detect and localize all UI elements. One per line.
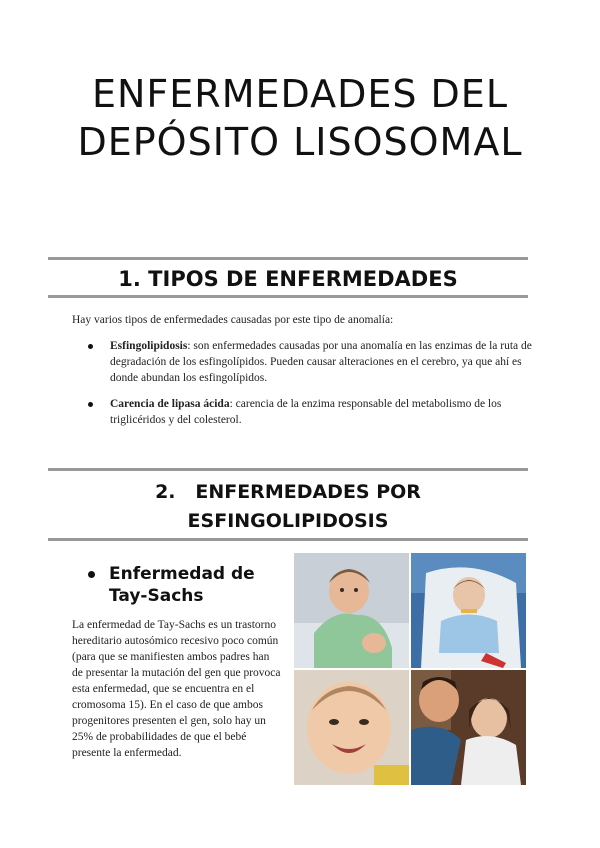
photo-child-hospital-bed — [411, 553, 526, 668]
list-item-text: : carencia de la enzima responsable del metabolismo de los triglicéridos y del colesterol. — [110, 398, 502, 426]
photo-smiling-baby — [294, 670, 409, 785]
section1-top-rule — [48, 257, 528, 260]
document-title — [0, 70, 600, 166]
photo-man-with-child — [411, 670, 526, 785]
section1-bottom-rule — [48, 295, 528, 298]
tay-sachs-heading-label: Enfermedad de Tay-Sachs — [109, 564, 255, 606]
list-item — [72, 396, 532, 428]
tay-sachs-heading — [88, 563, 259, 607]
title-line-2: DEPÓSITO LISOSOMAL — [77, 120, 523, 164]
tay-sachs-photo-collage — [294, 553, 526, 785]
section2-heading — [48, 478, 528, 536]
tay-sachs-paragraph: La enfermedad de Tay-Sachs es un trastorno hereditario autosómico recesivo poco común (para que se manifiesten ambos padres han de presentar la mutación del gen que provoca esta enfermedad, que se encuentra en el cromosoma 15). En el caso de que ambos progenitores presenten el gen, solo hay un 25% de probabilidades de que el bebé presente la enfermedad. — [72, 619, 281, 759]
bullet-icon — [88, 571, 95, 578]
title-line-1: ENFERMEDADES DEL — [91, 72, 508, 116]
section2-bottom-rule — [48, 538, 528, 541]
section1-heading: 1. TIPOS DE ENFERMEDADES — [118, 267, 458, 291]
list-item-text: : son enfermedades causadas por una anomalía en las enzimas de la ruta de degradación de los esfingolípidos. Pueden causar alteraciones en el cerebro, ya que ahí es donde abundan los esfingolípidos. — [110, 340, 532, 384]
bullet-icon — [88, 344, 93, 349]
section2-top-rule — [48, 468, 528, 471]
section2-heading-line-1: 2. ENFERMEDADES POR — [155, 481, 421, 503]
disease-types-list — [72, 338, 532, 438]
photo-child-green-shirt — [294, 553, 409, 668]
list-item-term: Carencia de lipasa ácida — [110, 398, 230, 410]
list-item-term: Esfingolipidosis — [110, 340, 188, 352]
bullet-icon — [88, 402, 93, 407]
section2-heading-line-2: ESFINGOLIPIDOSIS — [187, 510, 389, 532]
section1-intro: Hay varios tipos de enfermedades causadas por este tipo de anomalía: — [72, 314, 394, 326]
list-item — [72, 338, 532, 386]
